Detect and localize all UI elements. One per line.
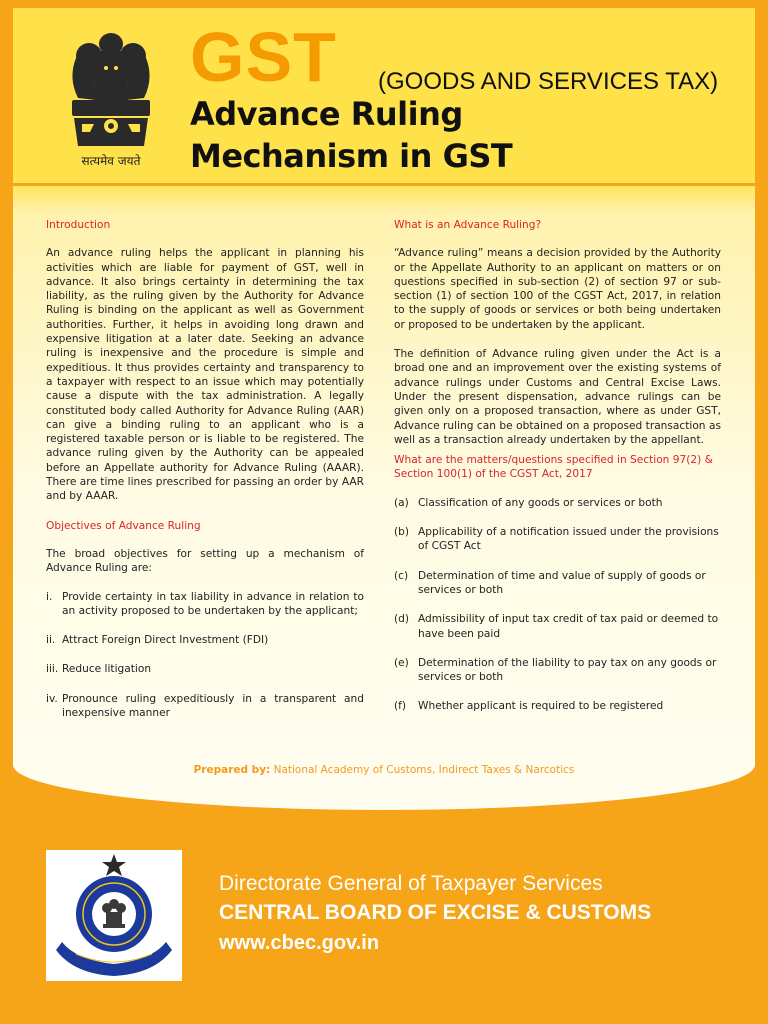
emblem-motto: सत्यमेव जयते (81, 154, 141, 168)
list-item (394, 496, 721, 510)
list-item (394, 656, 721, 685)
list-item (394, 525, 721, 554)
list-item (46, 692, 364, 721)
lion-capital-icon (56, 28, 166, 150)
title-line-2: Mechanism in GST (190, 137, 513, 175)
what-is-text-2: The definition of Advance ruling given under the Act is a broad one and an improvement over the existing systems of advance rulings under Customs and Central Excise Laws. Under the present dispensation, advance rulings can be given only on a proposed transaction, where as under GST, Advance ruling can be obtained on a proposed transaction as well as a transaction already undertaken by the appellant. (394, 348, 721, 446)
prepared-by-label: Prepared by: (193, 764, 271, 776)
list-text: Determination of the liability to pay tax on any goods or services or both (418, 656, 717, 684)
list-text: Reduce litigation (62, 663, 152, 676)
list-item (394, 699, 721, 713)
cbec-seal-icon (46, 850, 182, 981)
objectives-heading: Objectives of Advance Ruling (46, 519, 201, 532)
prepared-by-text: National Academy of Customs, Indirect Taxes & Narcotics (273, 764, 575, 776)
prepared-by (13, 764, 755, 776)
list-item (394, 569, 721, 598)
list-marker: ii. (46, 634, 56, 647)
list-marker: (e) (394, 656, 409, 669)
objectives-intro: The broad objectives for setting up a mechanism of Advance Ruling are: (46, 547, 364, 575)
list-text: Admissibility of input tax credit of tax paid or deemed to have been paid (418, 613, 719, 640)
list-marker: (d) (394, 613, 409, 626)
footer-directorate: Directorate General of Taxpayer Services (219, 872, 603, 895)
header-divider (13, 183, 755, 186)
matters-heading: What are the matters/questions specified in Section 97(2) & Section 100(1) of the CGST Act, 2017 (394, 454, 713, 481)
list-text: Provide certainty in tax liability in advance in relation to an activity proposed to be undertaken by the applicant; (62, 590, 364, 617)
what-is-heading: What is an Advance Ruling? (394, 219, 542, 231)
list-marker: (a) (394, 496, 409, 509)
left-column (46, 218, 364, 720)
right-column (394, 218, 721, 714)
footer-website-link[interactable]: www.cbec.gov.in (219, 932, 380, 954)
list-text: Attract Foreign Direct Investment (FDI) (62, 634, 269, 647)
list-text: Whether applicant is required to be registered (418, 700, 664, 713)
list-text: Applicability of a notification issued under the provisions of CGST Act (418, 526, 719, 553)
poster-panel (13, 8, 755, 810)
list-marker: i. (46, 590, 53, 603)
introduction-heading: Introduction (46, 219, 111, 231)
list-text: Determination of time and value of supply of goods or services or both (418, 569, 706, 596)
list-marker: iii. (46, 663, 59, 676)
gst-heading: GST (190, 18, 337, 96)
list-marker: iv. (46, 692, 58, 705)
introduction-text: An advance ruling helps the applicant in planning his activities which are liable for payment of GST, well in advance. It also brings certainty in determining the tax liability, as the ruling given by the Authority for Advance Ruling is binding on the applicant as well as Government authorities. Further, it helps in avoiding long drawn and expensive litigation at a later date. Seeking an advance ruling is inexpensive and the procedure is simple and expeditious. It thus provides certainty and transparency to a taxpayer with respect to an issue which may potentially cause a dispute with the tax administration. A legally constituted body called Authority for Advance Ruling (AAR) can give a binding ruling to an applicant who is a registered taxable person or is liable to be registered. The advance ruling given by the Authority can be appealed before an Appellate authority for Advance Ruling (AAAR). There are time lines prescribed for passing an order by AAR and by AAAR. (46, 247, 364, 503)
objectives-list (46, 590, 364, 721)
national-emblem (56, 28, 166, 178)
list-item (46, 590, 364, 619)
list-text: Classification of any goods or services or both (418, 496, 663, 509)
gst-fullform: (GOODS AND SERVICES TAX) (378, 68, 719, 95)
list-text: Pronounce ruling expeditiously in a transparent and inexpensive manner (62, 692, 364, 720)
what-is-text-1: “Advance ruling” means a decision provided by the Authority or the Appellate Authority to an applicant on matters or on questions specified in sub-section (2) of section 97 or sub-section (1) of section 100 of the CGST Act, 2017, in relation to the supply of goods or services or both being undertaken or proposed to be undertaken by the applicant. (394, 247, 721, 331)
cbec-logo (46, 850, 182, 981)
matters-list (394, 496, 721, 714)
list-item (46, 633, 364, 647)
list-item (394, 612, 721, 641)
list-marker: (c) (394, 569, 409, 582)
title-line-1: Advance Ruling (190, 95, 463, 133)
list-marker: (f) (394, 700, 406, 713)
footer-board: CENTRAL BOARD OF EXCISE & CUSTOMS (219, 901, 652, 924)
list-marker: (b) (394, 526, 409, 539)
list-item (46, 662, 364, 676)
